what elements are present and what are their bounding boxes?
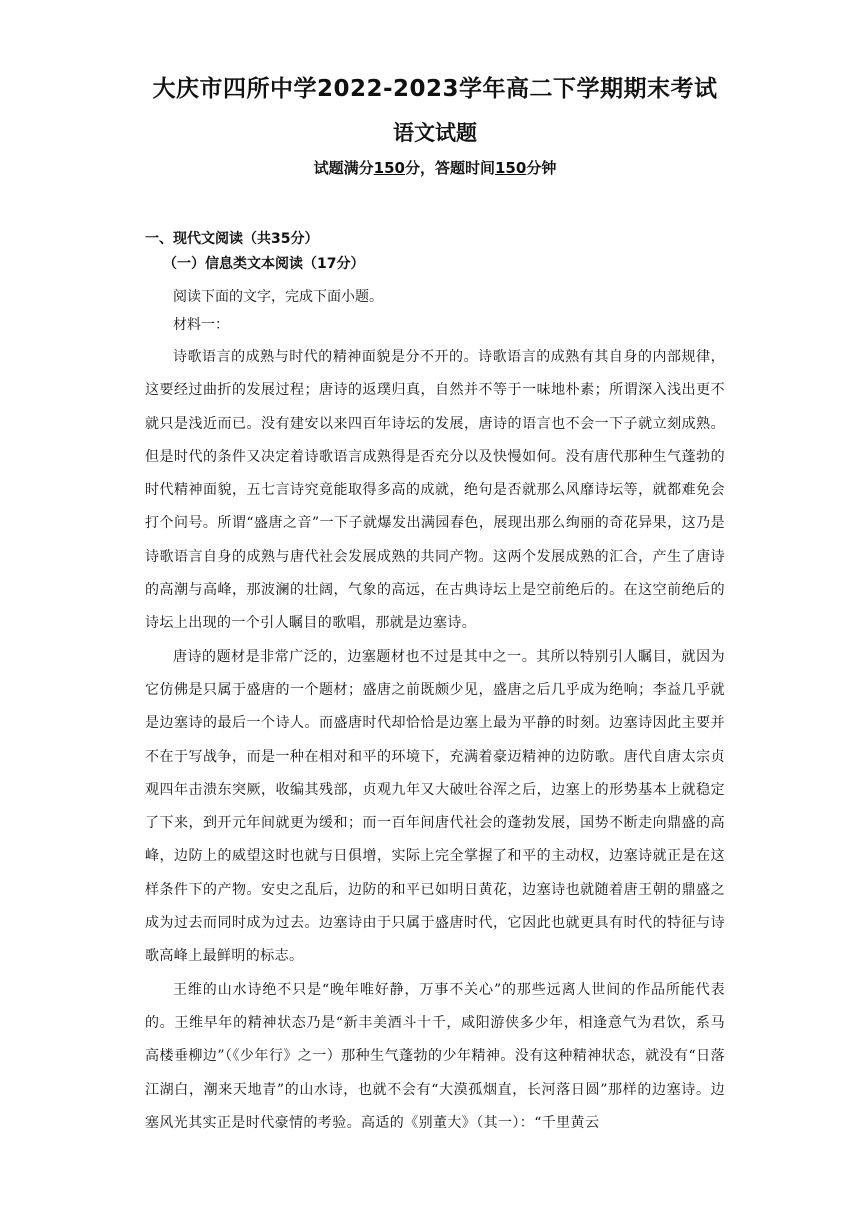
section-subheading: （一）信息类文本阅读（17分） — [163, 256, 365, 272]
exam-time: 150 — [495, 159, 527, 177]
instruction-text: 阅读下面的文字，完成下面小题。 — [173, 289, 383, 305]
paragraph: 唐诗的题材是非常广泛的，边塞题材也不过是其中之一。其所以特别引人瞩目，就因为它仿佛是只属于盛唐的一个题材；盛唐之前既颇少见，盛唐之后几乎成为绝响；李益几乎就是边塞诗的最后一个诗人。而盛唐时代却恰恰是边塞上最为平静的时刻。边塞诗因此主要并不在于写战争，而是一种在相对和平的环境下，充满着豪迈精神的边防歌。唐代自唐太宗贞观四年击溃东突厥，收编其残部，贞观九年又大破吐谷浑之后，边塞上的形势基本上就稳定了下来，到开元年间就更为缓和；而一百年间唐代社会的蓬勃发展，国势不断走向鼎盛的高峰，边防上的威望这时也就与日俱增，实际上完全掌握了和平的主动权，边塞诗就正是在这样条件下的产物。安史之乱后，边防的和平已如明日黄花，边塞诗也就随着唐王朝的鼎盛之成为过去而同时成为过去。边塞诗由于只属于盛唐时代，它因此也就更具有时代的特征与诗歌高峰上最鲜明的标志。 — [145, 648, 725, 965]
section-heading: 一、现代文阅读（共35分） — [145, 231, 319, 247]
info-mid: 分，答题时间 — [404, 159, 495, 177]
info-suffix: 分钟 — [526, 159, 557, 177]
paragraph: 王维的山水诗绝不只是“晚年唯好静，万事不关心”的那些远离人世间的作品所能代表的。王维早年的精神状态乃是“新丰美酒斗十千，咸阳游侠多少年，相逢意气为君饮，系马高楼垂柳边”（《少年行》之一）那种生气蓬勃的少年精神。没有这种精神状态，就没有“日落江湖白，潮来天地青”的山水诗，也就不会有“大漠孤烟直，长河落日圆”那样的边塞诗。边塞风光其实正是时代豪情的考验。高适的《别董大》（其一）：“千里黄云 — [145, 981, 725, 1131]
exam-title: 大庆市四所中学2022-2023学年高二下学期期末考试 — [152, 76, 718, 102]
full-score: 150 — [373, 159, 405, 177]
paragraph: 诗歌语言的成熟与时代的精神面貌是分不开的。诗歌语言的成熟有其自身的内部规律，这要经过曲折的发展过程；唐诗的返璞归真，自然并不等于一味地朴素；所谓深入浅出更不就只是浅近而已。没有建安以来四百年诗坛的发展，唐诗的语言也不会一下子就立刻成熟。但是时代的条件又决定着诗歌语言成熟得是否充分以及快慢如何。没有唐代那种生气蓬勃的时代精神面貌，五七言诗究竟能取得多高的成就，绝句是否就那么风靡诗坛等，就都难免会打个问号。所谓“盛唐之音”一下子就爆发出满园春色，展现出那么绚丽的奇花异果，这乃是诗歌语言自身的成熟与唐代社会发展成熟的共同产物。这两个发展成熟的汇合，产生了唐诗的高潮与高峰，那波澜的壮阔，气象的高远，在古典诗坛上是空前绝后的。在这空前绝后的诗坛上出现的一个引人瞩目的歌唱，那就是边塞诗。 — [145, 349, 725, 632]
exam-info — [145, 157, 725, 178]
material-label: 材料一： — [173, 317, 229, 333]
exam-subtitle: 语文试题 — [393, 121, 477, 145]
info-prefix: 试题满分 — [313, 159, 374, 177]
